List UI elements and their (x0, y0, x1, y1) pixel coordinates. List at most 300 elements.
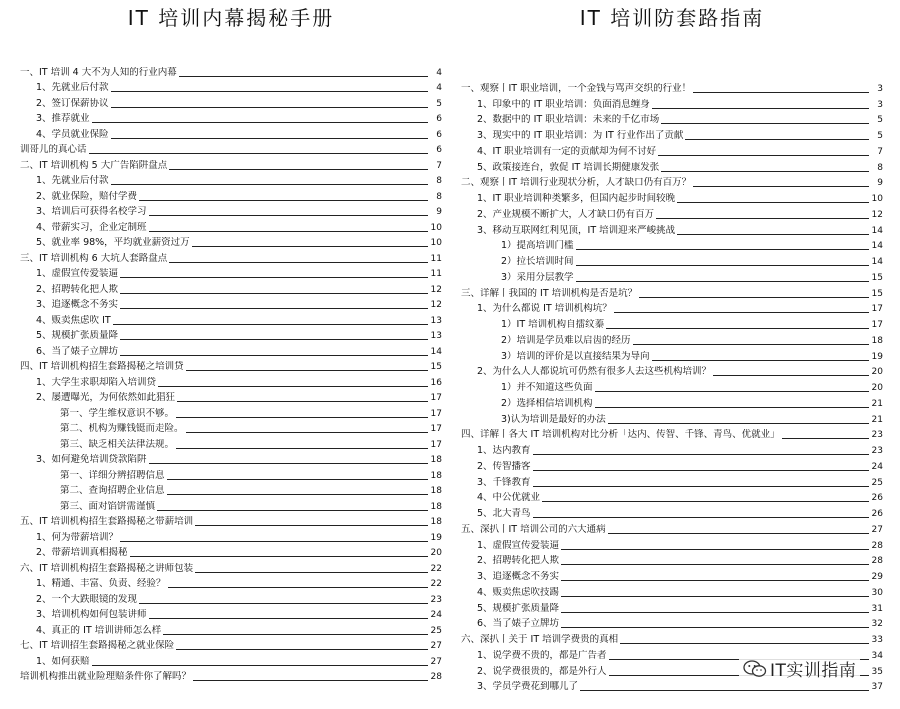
toc-page-number: 7 (436, 160, 442, 171)
toc-entry-text: 2、为什么人人都说坑可仍然有很多人去这些机构培训？ (477, 366, 712, 378)
toc-leader-line (561, 612, 869, 613)
toc-page-number: 9 (877, 178, 883, 189)
left-toc-list (20, 63, 442, 683)
toc-page-number: 13 (430, 331, 442, 341)
toc-page-number: 27 (430, 641, 442, 651)
toc-entry-text: 1、先就业后付款 (36, 175, 109, 186)
toc-leader-line (533, 470, 869, 471)
toc-entry (20, 559, 442, 575)
toc-entry (461, 567, 883, 583)
toc-page-number: 5 (877, 131, 883, 141)
toc-entry (461, 300, 883, 316)
toc-page-number: 8 (436, 176, 442, 186)
toc-leader-line (130, 556, 428, 557)
toc-leader-line (111, 91, 428, 92)
toc-leader-line (120, 339, 428, 340)
toc-page-number: 29 (871, 572, 883, 582)
toc-page-number: 8 (877, 162, 883, 173)
toc-entry-text: 3、追逐概念不务实 (36, 299, 119, 310)
toc-entry-text: 2、带薪培训真相揭秘 (36, 547, 128, 558)
toc-leader-line (677, 202, 869, 203)
toc-entry-text: 6、当了婊子立牌坊 (36, 345, 119, 357)
toc-page-number: 10 (430, 238, 442, 248)
toc-entry-text: 1、达内教育 (477, 445, 531, 456)
toc-leader-line (713, 375, 869, 376)
toc-leader-line (576, 249, 869, 250)
toc-page-number: 20 (871, 383, 883, 393)
toc-entry-text: 4、贩卖焦虑吹 IT (36, 314, 111, 326)
toc-entry-text: 2、产业规模不断扩大，人才缺口仍有百万 (477, 208, 655, 220)
toc-entry (461, 457, 883, 473)
toc-entry (20, 218, 442, 234)
toc-leader-line (195, 572, 428, 573)
toc-page-number: 27 (871, 524, 883, 535)
toc-leader-line (606, 328, 869, 329)
toc-page-number: 37 (871, 682, 883, 693)
toc-entry-text: 2）选择相信培训机构 (501, 397, 593, 409)
toc-entry-text: 1）提高培训门槛 (501, 240, 574, 252)
toc-page-number: 22 (430, 563, 442, 574)
toc-entry (20, 187, 442, 203)
toc-leader-line (639, 297, 869, 298)
toc-entry (461, 410, 883, 426)
toc-page-number: 15 (430, 362, 442, 372)
toc-entry-text: 3）培训的评价是以直接结果为导向 (501, 350, 650, 362)
toc-page-number: 32 (871, 619, 883, 630)
toc-entry (20, 621, 442, 637)
toc-page-number: 33 (871, 635, 883, 645)
toc-leader-line (186, 432, 428, 433)
toc-leader-line (533, 486, 869, 487)
toc-entry-text: 五、深扒丨IT 培训公司的六大通病 (461, 523, 606, 535)
toc-entry (20, 249, 442, 265)
toc-page-number: 7 (877, 146, 883, 157)
toc-entry (461, 205, 883, 221)
toc-entry-text: 2）培训是学员难以启齿的经历 (501, 334, 631, 346)
toc-entry-text: 3、培训机构如何包装讲师 (36, 609, 147, 620)
toc-leader-line (186, 370, 428, 371)
toc-leader-line (533, 454, 869, 455)
toc-page-number: 4 (436, 83, 442, 93)
toc-page-number: 10 (871, 194, 883, 204)
toc-page-number: 6 (436, 114, 442, 124)
toc-entry (20, 79, 442, 95)
toc-page-number: 17 (430, 439, 442, 450)
toc-leader-line (89, 153, 428, 154)
toc-page-number: 18 (430, 470, 442, 481)
toc-page-number: 12 (430, 284, 442, 295)
right-document (461, 0, 883, 693)
toc-entry (461, 378, 883, 394)
toc-entry (20, 513, 442, 529)
toc-entry-text: 四、IT 培训机构招生套路揭秘之培训贷 (20, 361, 184, 372)
toc-leader-line (169, 169, 428, 170)
toc-page-number: 30 (871, 587, 883, 598)
toc-page-number: 17 (871, 304, 883, 315)
toc-entry (461, 473, 883, 489)
toc-page-number: 26 (871, 493, 883, 504)
toc-entry-text: 2、数据中的 IT 职业培训：未来的千亿市场 (477, 114, 660, 126)
toc-page-number: 23 (871, 446, 883, 456)
toc-page-number: 24 (871, 461, 883, 472)
toc-entry-text: 3)认为培训是最好的办法 (501, 413, 606, 425)
toc-leader-line (92, 665, 428, 666)
toc-entry-text: 4、带薪实习，企业定制班 (36, 221, 147, 233)
toc-entry (20, 420, 442, 436)
toc-entry-text: 5、政策接连台，敦促 IT 培训长期健康发张 (477, 161, 660, 173)
toc-entry-text: 1、为什么都说 IT 培训机构坑？ (477, 303, 612, 315)
toc-leader-line (576, 265, 869, 266)
toc-entry-text: 4、IT 职业培训有一定的贡献却为何不讨好 (477, 145, 657, 157)
toc-entry-text: 二、观察丨IT 培训行业现状分析，人才缺口仍有百万？ (461, 177, 692, 189)
toc-leader-line (168, 587, 428, 588)
toc-leader-line (595, 407, 869, 408)
toc-leader-line (120, 541, 428, 542)
toc-page-number: 27 (430, 656, 442, 667)
toc-page-number: 15 (871, 272, 883, 283)
toc-entry-text: 1、何为带薪培训？ (36, 531, 119, 543)
toc-leader-line (120, 277, 428, 278)
toc-entry-text: 七、IT 培训招生套路揭秘之就业保险 (20, 640, 175, 651)
toc-entry (20, 466, 442, 482)
toc-entry-text: 4、中公优就业 (477, 492, 541, 504)
toc-leader-line (693, 186, 869, 187)
toc-entry (20, 606, 442, 622)
toc-leader-line (120, 308, 428, 309)
toc-page-number: 16 (430, 377, 442, 388)
toc-page-number: 6 (436, 145, 442, 155)
toc-page-number: 6 (436, 129, 442, 140)
toc-leader-line (163, 634, 428, 635)
toc-entry (20, 652, 442, 668)
toc-page-number: 25 (430, 625, 442, 636)
toc-leader-line (656, 218, 869, 219)
toc-page-number: 17 (430, 408, 442, 419)
toc-leader-line (158, 386, 428, 387)
toc-entry-text: 3、推荐就业 (36, 113, 90, 124)
toc-entry (20, 265, 442, 281)
toc-entry-text: 2、传智播客 (477, 460, 531, 472)
toc-leader-line (167, 494, 428, 495)
toc-leader-line (561, 549, 869, 550)
toc-page-number: 18 (871, 335, 883, 346)
toc-entry (20, 637, 442, 653)
toc-entry-text: 5、北大青鸟 (477, 508, 531, 519)
toc-entry (461, 394, 883, 410)
toc-page-number: 28 (871, 540, 883, 551)
left-document (20, 0, 442, 683)
toc-leader-line (693, 92, 869, 93)
toc-page-number: 18 (430, 517, 442, 527)
toc-entry-text: 第一、详细分辨招聘信息 (60, 469, 165, 481)
toc-leader-line (576, 281, 869, 282)
toc-entry (20, 342, 442, 358)
toc-leader-line (120, 355, 428, 356)
toc-leader-line (149, 618, 428, 619)
toc-leader-line (169, 262, 428, 263)
toc-leader-line (580, 690, 869, 691)
toc-leader-line (595, 391, 869, 392)
toc-leader-line (179, 76, 428, 77)
toc-entry (461, 615, 883, 631)
toc-page-number: 13 (430, 315, 442, 326)
right-toc-list (461, 79, 883, 693)
toc-entry (461, 520, 883, 536)
toc-entry (461, 599, 883, 615)
toc-entry-text: 五、IT 培训机构招生套路揭秘之带薪培训 (20, 516, 194, 527)
toc-entry (461, 347, 883, 363)
toc-leader-line (176, 417, 428, 418)
toc-entry (20, 575, 442, 591)
toc-leader-line (661, 123, 869, 124)
toc-entry (20, 544, 442, 560)
toc-page-number: 22 (430, 579, 442, 589)
toc-entry-text: 3、如何避免培训贷款陷阱 (36, 454, 147, 465)
toc-entry-text: 2、招聘转化把人欺 (477, 555, 560, 567)
toc-entry-text: 3、千锋教育 (477, 476, 531, 488)
toc-page-number: 17 (430, 424, 442, 434)
toc-entry-text: 4、学员就业保险 (36, 128, 109, 140)
toc-entry-text: 2、签订保薪协议 (36, 97, 109, 109)
toc-page-number: 14 (871, 257, 883, 267)
toc-leader-line (120, 293, 428, 294)
toc-page-number: 10 (430, 222, 442, 233)
toc-entry-text: 1、虚假宣传爱装逼 (36, 268, 119, 279)
toc-leader-line (167, 479, 428, 480)
toc-entry (461, 221, 883, 237)
toc-entry-text: 一、IT 培训 4 大不为人知的行业内幕 (20, 66, 177, 78)
toc-entry-text: 六、IT 培训机构招生套路揭秘之讲师包装 (20, 562, 194, 574)
toc-entry (20, 311, 442, 327)
toc-entry-text: 3、学员学费花到哪儿了 (477, 681, 579, 693)
toc-entry-text: 1、印象中的 IT 职业培训：负面消息缠身 (477, 98, 650, 110)
toc-entry (20, 497, 442, 513)
toc-entry-text: 1、IT 职业培训种类繁多，但国内起步时间较晚 (477, 193, 676, 204)
toc-entry (461, 111, 883, 127)
toc-entry-text: 6、当了婊子立牌坊 (477, 618, 560, 630)
toc-leader-line (608, 533, 869, 534)
toc-entry (461, 441, 883, 457)
toc-leader-line (177, 401, 428, 402)
toc-entry-text: 1）并不知道这些负面 (501, 382, 593, 393)
toc-page-number: 23 (871, 430, 883, 441)
toc-leader-line (533, 517, 869, 518)
toc-entry-text: 六、深扒丨关于 IT 培训学费贵的真相 (461, 634, 619, 645)
toc-leader-line (685, 139, 869, 140)
toc-entry (20, 668, 442, 684)
toc-page-number: 14 (871, 225, 883, 236)
toc-entry-text: 5、就业率 98%，平均就业薪资过万 (36, 237, 190, 248)
toc-page-number: 19 (871, 351, 883, 362)
toc-entry-text: 第一、学生维权意识不够。 (60, 407, 175, 419)
toc-entry-text: 1、如何获赔 (36, 655, 90, 667)
toc-leader-line (620, 643, 869, 644)
toc-entry (20, 528, 442, 544)
toc-page-number: 14 (871, 241, 883, 252)
toc-leader-line (195, 525, 428, 526)
toc-entry-text: 4、真正的 IT 培训讲师怎么样 (36, 624, 162, 636)
toc-entry-text: 第三、缺乏相关法律法规。 (60, 438, 175, 450)
toc-entry (461, 536, 883, 552)
toc-entry (20, 373, 442, 389)
toc-leader-line (652, 108, 869, 109)
toc-entry-text: 2、就业保险，赔付学费 (36, 190, 138, 202)
toc-page-number: 4 (436, 67, 442, 78)
toc-page-number: 25 (871, 477, 883, 488)
toc-entry-text: 3、移动互联网红利见顶，IT 培训迎来严峻挑战 (477, 224, 676, 236)
toc-leader-line (633, 344, 869, 345)
toc-entry (20, 110, 442, 126)
toc-entry (461, 252, 883, 268)
toc-entry (461, 174, 883, 190)
toc-page-number: 28 (871, 556, 883, 567)
toc-entry (461, 268, 883, 284)
toc-entry-text: 训哥儿的真心话 (20, 144, 87, 155)
toc-leader-line (139, 603, 428, 604)
toc-leader-line (176, 649, 428, 650)
toc-entry-text: 1、大学生求职却陷入培训贷 (36, 376, 157, 388)
toc-entry-text: 一、观察丨IT 职业培训，一个金钱与骂声交织的行业！ (461, 82, 692, 94)
toc-page-number: 17 (430, 393, 442, 403)
toc-leader-line (192, 246, 428, 247)
toc-entry-text: 三、详解丨我国的 IT 培训机构是否是坑？ (461, 287, 638, 299)
toc-entry (20, 482, 442, 498)
toc-leader-line (92, 122, 428, 123)
toc-leader-line (561, 627, 869, 628)
toc-page-number: 21 (871, 398, 883, 409)
watermark (739, 654, 860, 683)
toc-entry-text: 3、培训后可获得名校学习 (36, 206, 147, 217)
toc-entry (461, 583, 883, 599)
toc-page-number: 14 (430, 346, 442, 357)
toc-leader-line (149, 215, 428, 216)
toc-entry (20, 172, 442, 188)
toc-entry (20, 141, 442, 157)
toc-page-number: 12 (430, 300, 442, 310)
toc-entry (20, 125, 442, 141)
toc-page-number: 3 (877, 83, 883, 94)
toc-entry-text: 2、招聘转化把人欺 (36, 283, 119, 295)
toc-entry-text: 第三、面对馅饼需谨慎 (60, 500, 156, 512)
toc-leader-line (149, 231, 428, 232)
toc-leader-line (176, 448, 428, 449)
toc-entry-text: 第二、查询招聘企业信息 (60, 485, 165, 496)
toc-leader-line (542, 501, 869, 502)
toc-leader-line (157, 510, 428, 511)
toc-leader-line (561, 596, 869, 597)
toc-entry (20, 590, 442, 606)
toc-entry (20, 389, 442, 405)
toc-entry (461, 142, 883, 158)
toc-leader-line (111, 107, 428, 108)
toc-entry-text: 三、IT 培训机构 6 大坑人套路盘点 (20, 252, 168, 264)
toc-page-number: 31 (871, 603, 883, 614)
toc-page-number: 28 (430, 672, 442, 682)
toc-leader-line (614, 312, 869, 313)
toc-page-number: 5 (436, 98, 442, 109)
toc-entry (20, 327, 442, 343)
toc-entry (461, 79, 883, 95)
toc-entry-text: 第二、机构为赚钱铤而走险。 (60, 423, 184, 434)
toc-entry-text: 4、贩卖焦虑吹技踢 (477, 586, 560, 598)
toc-entry (461, 189, 883, 205)
toc-entry-text: 2、说学费很贵的，都是外行人 (477, 665, 607, 677)
toc-entry (461, 95, 883, 111)
toc-entry-text: 2、屡遭曝光，为何依然如此猖狂 (36, 392, 176, 403)
toc-leader-line (658, 155, 869, 156)
toc-page-number: 20 (871, 367, 883, 378)
toc-entry (20, 435, 442, 451)
toc-page-number: 20 (430, 548, 442, 558)
toc-entry (20, 63, 442, 79)
toc-leader-line (561, 580, 869, 581)
toc-leader-line (193, 680, 428, 681)
toc-entry-text: 2、一个大跌眼镜的发现 (36, 593, 138, 605)
toc-entry (461, 552, 883, 568)
toc-leader-line (677, 234, 869, 235)
toc-entry (461, 504, 883, 520)
toc-leader-line (652, 360, 869, 361)
toc-page-number: 5 (877, 115, 883, 126)
toc-entry (461, 489, 883, 505)
toc-page-number: 23 (430, 594, 442, 605)
toc-entry-text: 3、追逐概念不务实 (477, 571, 560, 582)
toc-entry (20, 404, 442, 420)
toc-entry-text: 5、规模扩张质量降 (36, 330, 119, 341)
toc-entry (20, 280, 442, 296)
toc-entry-text: 1）IT 培训机构自擂纹蓁 (501, 319, 605, 330)
toc-entry (461, 363, 883, 379)
toc-leader-line (661, 171, 869, 172)
toc-entry (461, 426, 883, 442)
toc-entry-text: 3）采用分层教学 (501, 271, 574, 283)
toc-entry-text: 二、IT 培训机构 5 大广告陷阱盘点 (20, 159, 168, 171)
toc-page-number: 17 (871, 320, 883, 330)
toc-entry-text: 2）拉长培训时间 (501, 256, 574, 267)
toc-page-number: 24 (430, 610, 442, 620)
toc-leader-line (113, 324, 428, 325)
toc-entry-text: 1、先就业后付款 (36, 82, 109, 93)
toc-entry-text: 5、规模扩张质量降 (477, 602, 560, 614)
toc-entry (20, 94, 442, 110)
left-title: IT 培训内幕揭秘手册 (127, 6, 335, 30)
toc-entry (461, 158, 883, 174)
toc-leader-line (608, 423, 869, 424)
toc-entry (461, 284, 883, 300)
toc-page-number: 3 (877, 99, 883, 110)
toc-page-number: 18 (430, 455, 442, 465)
toc-leader-line (139, 200, 428, 201)
toc-entry (20, 358, 442, 374)
toc-entry-text: 1、精通、丰富、负责、经验？ (36, 578, 166, 589)
toc-entry (461, 630, 883, 646)
toc-entry-text: 培训机构推出就业险理赔条件你了解吗？ (20, 671, 192, 682)
toc-page-number: 34 (871, 650, 883, 661)
toc-entry-text: 3、现实中的 IT 职业培训：为 IT 行业作出了贡献 (477, 130, 684, 141)
toc-page-number: 26 (871, 509, 883, 519)
toc-page-number: 18 (430, 486, 442, 496)
toc-leader-line (149, 463, 428, 464)
toc-page-number: 15 (871, 288, 883, 299)
toc-page-number: 12 (871, 209, 883, 220)
toc-page-number: 11 (430, 269, 442, 279)
toc-page-number: 35 (871, 666, 883, 677)
toc-leader-line (111, 184, 428, 185)
toc-page-number: 8 (436, 191, 442, 202)
watermark-text: IT实训指南 (770, 661, 857, 681)
right-title: IT 培训防套路指南 (579, 6, 765, 30)
toc-page-number: 21 (871, 414, 883, 425)
